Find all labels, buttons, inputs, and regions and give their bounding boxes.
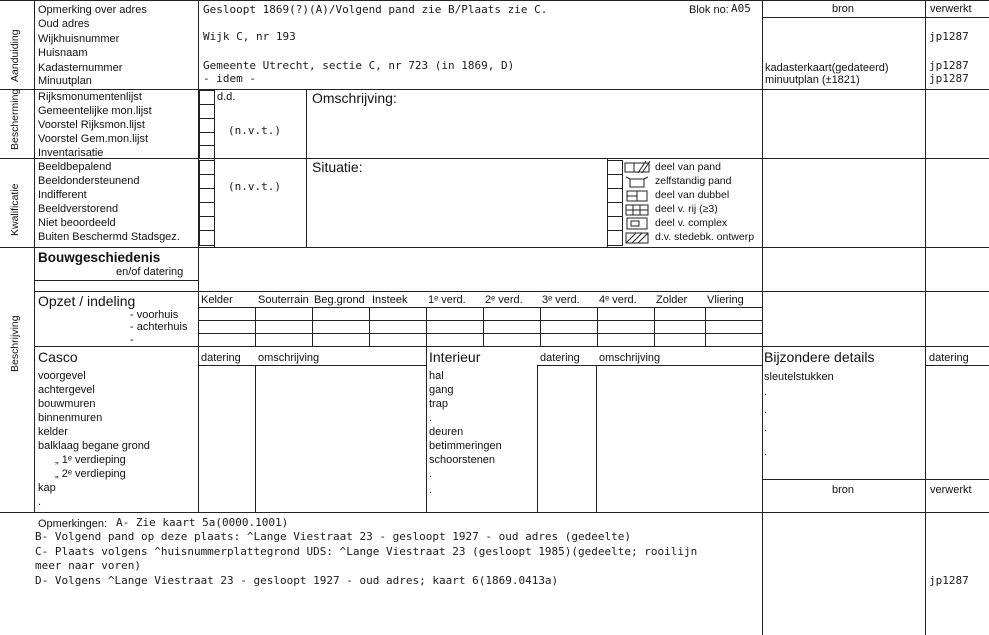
interieur-item: hal <box>429 370 444 382</box>
option-zelfstandig-pand: zelfstandig pand <box>655 175 732 187</box>
casco-item: . <box>38 496 42 508</box>
interieur-item: betimmeringen <box>429 440 502 452</box>
option-deel-van-pand: deel van pand <box>655 161 721 173</box>
verwerkt-value: jp1287 <box>929 72 969 85</box>
field-inventarisatie: Inventarisatie <box>38 147 104 159</box>
field-oud-adres: Oud adres <box>38 18 90 30</box>
opzet-row-voorhuis: - voorhuis <box>130 309 179 321</box>
bescherming-nvt: (n.v.t.) <box>228 124 281 137</box>
field-wijkhuisnummer: Wijkhuisnummer <box>38 33 120 45</box>
field-gemeentelijke-mon-lijst: Gemeentelijke mon.lijst <box>38 105 152 117</box>
checkbox-buiten-beschermd[interactable] <box>199 230 215 246</box>
opzet-col-beg-grond: Beg.grond <box>314 294 365 306</box>
blok-label: Blok no: <box>689 4 729 16</box>
side-label-kwalificatie: Kwalificatie <box>9 183 21 236</box>
standalone-building-icon <box>624 175 652 188</box>
interieur-item: . <box>429 412 433 424</box>
field-opmerking-over-adres: Opmerking over adres <box>38 4 147 16</box>
interieur-item: trap <box>429 398 448 410</box>
opzet-col-insteek: Insteek <box>372 294 408 306</box>
kadaster-value: Gemeente Utrecht, sectie C, nr 723 (in 1869, D) <box>203 59 515 72</box>
side-label-beschrijving: Beschrijving <box>9 315 21 372</box>
field-buiten-beschermd: Buiten Beschermd Stadsgez. <box>38 231 180 243</box>
bijzondere-item: . <box>764 386 768 398</box>
bijzondere-item: . <box>764 446 768 458</box>
bron-kadaster: kadasterkaart(gedateerd) <box>765 62 889 74</box>
opzet-label: Opzet / indeling <box>38 293 136 309</box>
casco-item: „ 2ᵉ verdieping <box>55 468 126 480</box>
opzet-col-4e-verd: 4ᵉ verd. <box>599 294 637 306</box>
casco-item: voorgevel <box>38 370 86 382</box>
interieur-datering-header: datering <box>540 352 580 364</box>
double-house-icon <box>624 189 652 202</box>
kwalificatie-nvt: (n.v.t.) <box>228 180 281 193</box>
interieur-item: . <box>429 468 433 480</box>
bron-minuutplan: minuutplan (±1821) <box>765 74 860 86</box>
field-niet-beoordeeld: Niet beoordeeld <box>38 217 116 229</box>
casco-item: bouwmuren <box>38 398 96 410</box>
field-minuutplan: Minuutplan <box>38 75 92 87</box>
field-voorstel-rijksmon-lijst: Voorstel Rijksmon.lijst <box>38 119 145 131</box>
bijzondere-verwerkt-header: verwerkt <box>930 484 972 496</box>
field-kadasternummer: Kadasternummer <box>38 62 123 74</box>
opzet-col-2e-verd: 2ᵉ verd. <box>485 294 523 306</box>
opzet-row-achterhuis: - achterhuis <box>130 321 188 333</box>
opmerking-value: Gesloopt 1869(?)(A)/Volgend pand zie B/Plaats zie C. <box>203 3 548 16</box>
opmerking-line-c2: meer naar voren) <box>35 559 141 572</box>
wijk-value: Wijk C, nr 193 <box>203 30 296 43</box>
opmerking-line-c: C- Plaats volgens ^huisnummerplattegrond UDS: ^Lange Viestraat 23 (gesloopt 1985)(gedeelte; rooilijn <box>35 545 698 558</box>
opmerking-line-d: D- Volgens ^Lange Viestraat 23 - gesloopt 1927 - oud adres; kaart 6(1869.0413a) <box>35 574 559 587</box>
checkbox-inventarisatie[interactable] <box>199 145 215 159</box>
bijzondere-bron-header: bron <box>832 484 855 496</box>
casco-item: balklaag begane grond <box>38 440 150 452</box>
bijzondere-details-label: Bijzondere details <box>764 349 875 365</box>
interieur-item: . <box>429 484 433 496</box>
row-house-icon <box>624 203 652 216</box>
field-huisnaam: Huisnaam <box>38 47 88 59</box>
opzet-col-kelder: Kelder <box>201 294 233 306</box>
opmerkingen-label: Opmerkingen: <box>38 518 108 530</box>
field-beeldondersteunend: Beeldondersteunend <box>38 175 140 187</box>
option-stedebk-ontwerp: d.v. stedebk. ontwerp <box>655 231 755 243</box>
urban-design-icon <box>624 231 652 244</box>
interieur-item: gang <box>429 384 454 396</box>
bouwgeschiedenis-label: Bouwgeschiedenis <box>38 250 161 265</box>
interieur-omschrijving-header: omschrijving <box>599 352 661 364</box>
bijzondere-item: sleutelstukken <box>764 371 834 383</box>
verwerkt-value: jp1287 <box>929 59 969 72</box>
minuutplan-value: - idem - <box>203 72 256 85</box>
casco-item: kap <box>38 482 56 494</box>
situatie-label: Situatie: <box>312 159 363 175</box>
omschrijving-label: Omschrijving: <box>312 90 397 106</box>
opmerkingen-verwerkt-value: jp1287 <box>929 574 969 587</box>
interieur-label: Interieur <box>429 349 481 365</box>
opzet-col-3e-verd: 3ᵉ verd. <box>542 294 580 306</box>
option-deel-v-rij: deel v. rij (≥3) <box>655 203 718 215</box>
option-deel-v-complex: deel v. complex <box>655 217 728 229</box>
verwerkt-value: jp1287 <box>929 30 969 43</box>
field-voorstel-gem-mon-lijst: Voorstel Gem.mon.lijst <box>38 133 149 145</box>
field-indifferent: Indifferent <box>38 189 87 201</box>
blok-value: A05 <box>731 2 751 15</box>
opmerking-line-a: A- Zie kaart 5a(0000.1001) <box>116 516 289 529</box>
casco-datering-header: datering <box>201 352 241 364</box>
casco-item: achtergevel <box>38 384 95 396</box>
opzet-col-1e-verd: 1ᵉ verd. <box>428 294 466 306</box>
casco-label: Casco <box>38 349 78 365</box>
verwerkt-header: verwerkt <box>930 3 972 15</box>
en-of-datering-label: en/of datering <box>116 266 184 278</box>
bijzondere-item: . <box>764 404 768 416</box>
field-beeldverstorend: Beeldverstorend <box>38 203 119 215</box>
option-deel-van-dubbel: deel van dubbel <box>655 189 730 201</box>
opzet-row-other: - <box>130 334 134 346</box>
side-label-bescherming: Bescherming <box>9 88 21 150</box>
opzet-col-vliering: Vliering <box>707 294 744 306</box>
dd-label: d.d. <box>217 91 236 103</box>
field-rijksmonumentenlijst: Rijksmonumentenlijst <box>38 91 142 103</box>
interieur-item: deuren <box>429 426 464 438</box>
opmerking-line-b: B- Volgend pand op deze plaats: ^Lange Viestraat 23 - gesloopt 1927 - oud adres (gedeelte) <box>35 530 632 543</box>
bijzondere-datering-header: datering <box>929 352 969 364</box>
casco-item: „ 1ᵉ verdieping <box>55 454 126 466</box>
casco-item: binnenmuren <box>38 412 103 424</box>
bron-header: bron <box>832 3 855 15</box>
opzet-col-souterrain: Souterrain <box>258 294 309 306</box>
casco-item: kelder <box>38 426 68 438</box>
casco-omschrijving-header: omschrijving <box>258 352 320 364</box>
building-part-icon <box>624 161 652 174</box>
interieur-item: schoorstenen <box>429 454 496 466</box>
checkbox-stedebk-ontwerp[interactable] <box>607 230 623 246</box>
bijzondere-item: . <box>764 422 768 434</box>
opzet-col-zolder: Zolder <box>656 294 688 306</box>
field-beeldbepalend: Beeldbepalend <box>38 161 112 173</box>
side-label-aanduiding: Aanduiding <box>9 29 21 82</box>
complex-icon <box>624 217 652 230</box>
